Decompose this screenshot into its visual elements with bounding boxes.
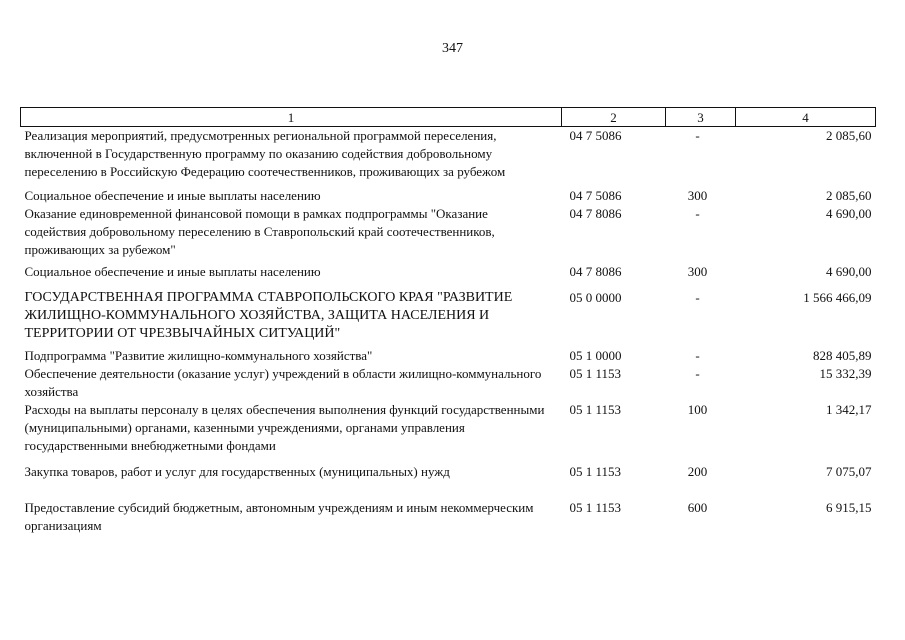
row-amount: 15 332,39 (819, 366, 872, 381)
row-type: - (695, 128, 700, 143)
row-amount: 4 690,00 (826, 206, 872, 221)
row-name: Подпрограмма "Развитие жилищно-коммунального хозяйства" (24, 348, 373, 363)
row-code: 04 7 8086 (569, 206, 622, 221)
table-row (21, 455, 876, 481)
header-col-4: 4 (736, 108, 876, 127)
table-row (21, 127, 876, 184)
row-code: 05 1 0000 (569, 348, 622, 363)
header-col-1: 1 (21, 108, 562, 127)
table-row (21, 281, 876, 343)
row-type: 300 (687, 264, 708, 279)
table-body (21, 127, 876, 536)
row-name: Социальное обеспечение и иные выплаты населению (24, 264, 321, 279)
row-type: - (695, 366, 700, 381)
page-number: 347 (442, 41, 463, 56)
header-row (21, 108, 876, 127)
row-name: Оказание единовременной финансовой помощи в рамках подпрограммы "Оказание содействия добровольному переселению в Ставропольский край соотечественников, проживающих за рубежом" (24, 206, 495, 257)
row-amount: 4 690,00 (826, 264, 872, 279)
row-type: - (695, 290, 700, 305)
table-row (21, 365, 876, 401)
row-amount: 1 566 466,09 (803, 290, 872, 305)
row-code: 05 1 1153 (569, 366, 622, 381)
table-row (21, 183, 876, 205)
row-type: 300 (687, 188, 708, 203)
header-col-2: 2 (562, 108, 666, 127)
row-code: 05 1 1153 (569, 464, 622, 479)
table-row (21, 343, 876, 365)
row-name: Социальное обеспечение и иные выплаты населению (24, 188, 321, 203)
row-type: - (695, 206, 700, 221)
row-amount: 6 915,15 (826, 500, 872, 515)
header-col-3: 3 (666, 108, 736, 127)
row-amount: 1 342,17 (826, 402, 872, 417)
row-name: Предоставление субсидий бюджетным, автономным учреждениям и иным некоммерческим организациям (24, 500, 534, 533)
row-code: 04 7 8086 (569, 264, 622, 279)
table-row (21, 481, 876, 535)
table-row (21, 401, 876, 455)
budget-table (20, 107, 876, 535)
row-code: 05 1 1153 (569, 402, 622, 417)
row-type: - (695, 348, 700, 363)
row-type: 100 (687, 402, 708, 417)
row-code: 04 7 5086 (569, 188, 622, 203)
row-code: 05 0 0000 (569, 290, 622, 305)
table-row (21, 205, 876, 259)
program-title: ГОСУДАРСТВЕННАЯ ПРОГРАММА СТАВРОПОЛЬСКОГО КРАЯ "РАЗВИТИЕ ЖИЛИЩНО-КОММУНАЛЬНОГО ХОЗЯЙСТВА, ЗАЩИТА НАСЕЛЕНИЯ И ТЕРРИТОРИИ ОТ ЧРЕЗВЫЧАЙНЫХ СИТУАЦИЙ" (24, 290, 513, 341)
row-type: 600 (687, 500, 708, 515)
row-amount: 2 085,60 (826, 128, 872, 143)
row-amount: 7 075,07 (826, 464, 872, 479)
row-type: 200 (687, 464, 708, 479)
row-name: Обеспечение деятельности (оказание услуг) учреждений в области жилищно-коммунального хозяйства (24, 366, 542, 399)
row-amount: 828 405,89 (813, 348, 872, 363)
table-header (21, 108, 876, 127)
row-code: 05 1 1153 (569, 500, 622, 515)
row-amount: 2 085,60 (826, 188, 872, 203)
row-name: Закупка товаров, работ и услуг для государственных (муниципальных) нужд (24, 464, 450, 479)
row-name: Расходы на выплаты персоналу в целях обеспечения выполнения функций государственными (муниципальными) органами, казенными учреждениями, органами управления государственными внебюджетными фондами (24, 402, 545, 453)
row-name: Реализация мероприятий, предусмотренных региональной программой переселения, включенной в Государственную программу по оказанию содействия добровольному переселению в Российскую Федерацию соотечественников, проживающих за рубежом (24, 128, 506, 179)
table-row (21, 259, 876, 281)
row-code: 04 7 5086 (569, 128, 622, 143)
